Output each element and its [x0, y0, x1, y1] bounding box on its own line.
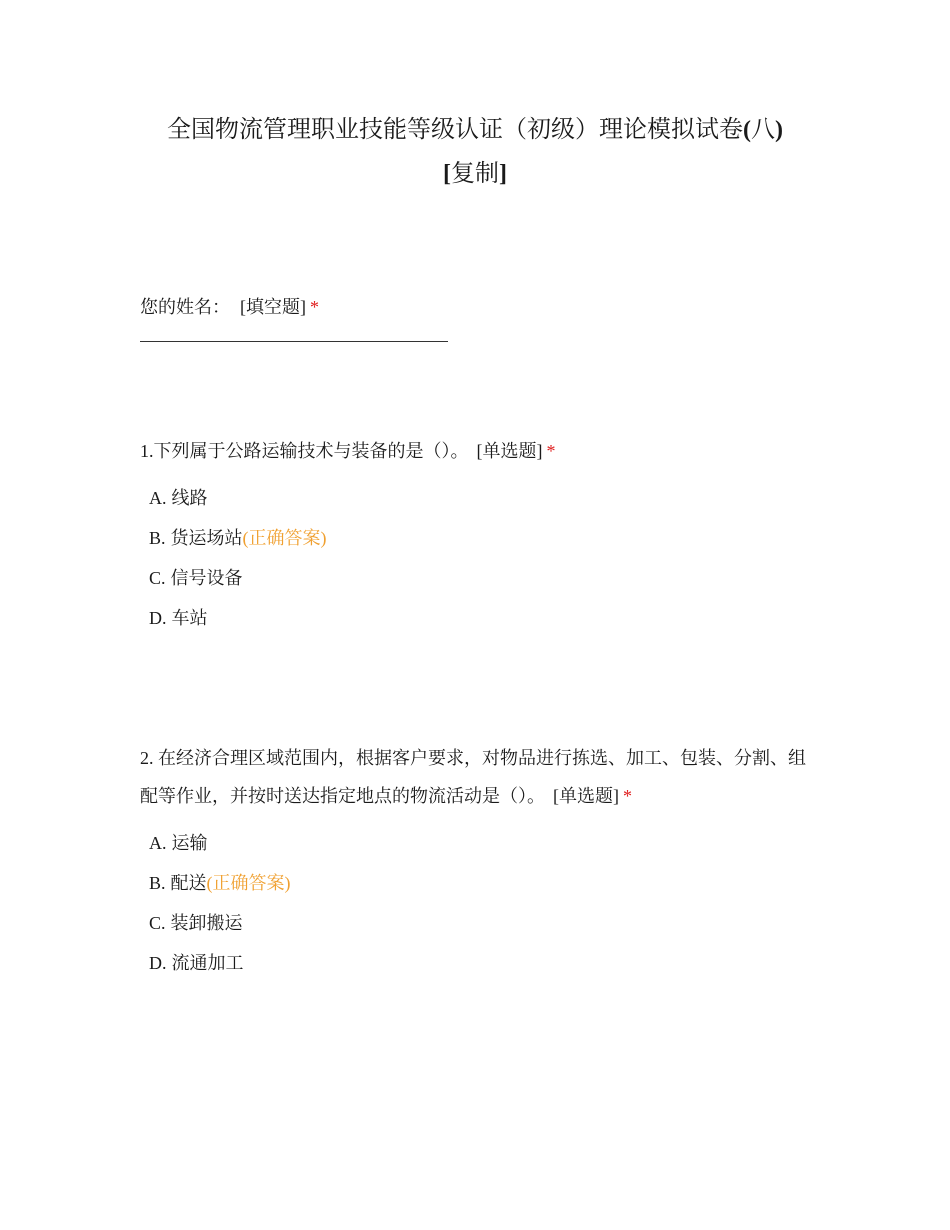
name-field-label-row — [140, 292, 820, 322]
option-text: 线路 — [171, 488, 208, 508]
required-asterisk: * — [623, 786, 632, 806]
question-type-tag: [单选题] — [476, 441, 543, 461]
title-main: 全国物流管理职业技能等级认证（初级）理论模拟试卷 — [167, 117, 743, 143]
option-a[interactable] — [149, 823, 820, 863]
option-list — [140, 478, 820, 638]
option-list — [140, 823, 820, 983]
option-text: 配送 — [170, 873, 207, 893]
title-paren-open: ( — [743, 117, 751, 143]
required-asterisk: * — [546, 441, 556, 461]
option-b[interactable] — [149, 863, 820, 903]
name-field-block — [140, 292, 820, 342]
option-d[interactable] — [149, 598, 820, 638]
option-a[interactable] — [149, 478, 820, 518]
correct-answer-label: (正确答案) — [206, 873, 291, 893]
correct-answer-label: (正确答案) — [242, 528, 327, 548]
question-text — [140, 739, 820, 815]
question-type-tag: [单选题] — [553, 786, 619, 806]
option-text: 运输 — [171, 833, 208, 853]
option-letter: B. — [149, 873, 166, 893]
title-bracket-open: [ — [443, 161, 451, 187]
option-letter: C. — [149, 913, 166, 933]
title-bracket-close: ] — [499, 161, 507, 187]
page-title — [120, 108, 830, 196]
option-d[interactable] — [149, 943, 820, 983]
question-stem: 1.下列属于公路运输技术与装备的是（）。 — [140, 441, 469, 461]
option-letter: C. — [149, 568, 166, 588]
name-field-label: 您的姓名： — [140, 297, 230, 317]
question-2 — [140, 739, 820, 983]
question-text — [140, 432, 820, 470]
option-text: 装卸搬运 — [170, 913, 243, 933]
option-letter: B. — [149, 528, 166, 548]
question-stem: 2. 在经济合理区域范围内，根据客户要求，对物品进行拣选、加工、包装、分割、组配等作业，并按时送达指定地点的物流活动是（）。 — [140, 748, 806, 806]
option-c[interactable] — [149, 558, 820, 598]
option-letter: D. — [149, 608, 167, 628]
option-b[interactable] — [149, 518, 820, 558]
option-text: 车站 — [171, 608, 208, 628]
required-asterisk: * — [310, 297, 319, 317]
title-paren-close: ) — [775, 117, 783, 143]
name-answer-blank[interactable] — [140, 341, 448, 342]
option-text: 货运场站 — [170, 528, 243, 548]
option-letter: A. — [149, 833, 167, 853]
option-letter: D. — [149, 953, 167, 973]
option-c[interactable] — [149, 903, 820, 943]
option-text: 流通加工 — [171, 953, 244, 973]
name-field-type-tag: [填空题] — [240, 297, 306, 317]
title-number: 八 — [751, 117, 775, 143]
title-copy-label: 复制 — [451, 161, 499, 187]
option-text: 信号设备 — [170, 568, 243, 588]
option-letter: A. — [149, 488, 167, 508]
question-1 — [140, 432, 820, 638]
